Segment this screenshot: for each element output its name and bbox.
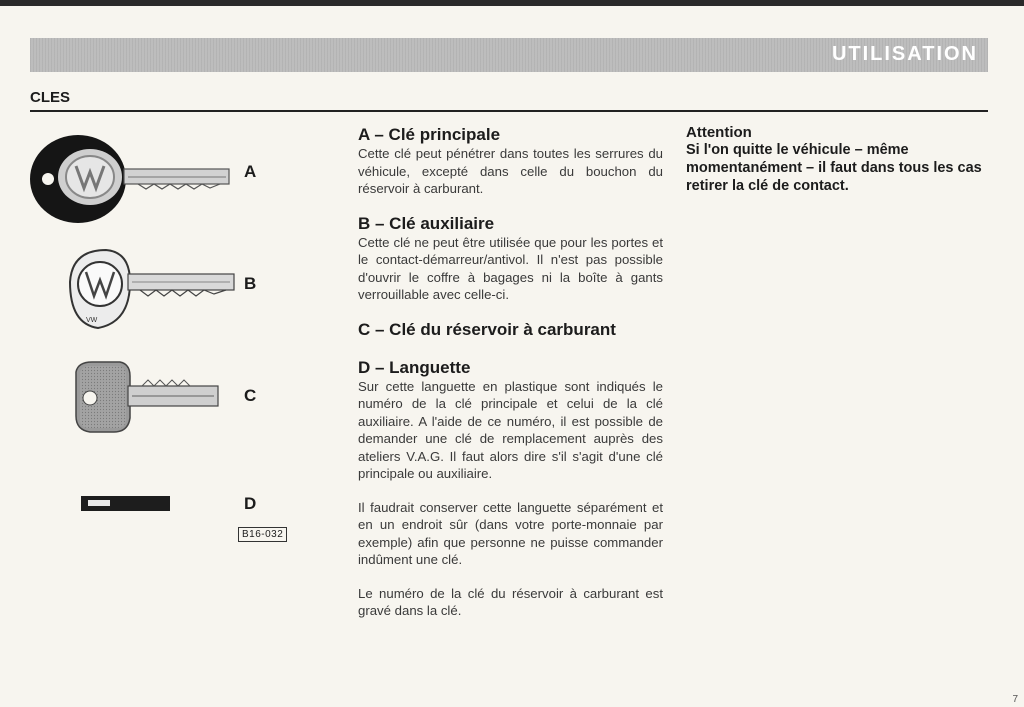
main-text-column: [358, 125, 663, 620]
key-label-c: C: [244, 386, 257, 405]
attention-text: Si l'on quitte le véhicule – même momentanément – il faut dans tous les cas retirer la clé de contact.: [686, 142, 982, 194]
fuel-tank-key-icon: [72, 360, 227, 445]
attention-heading: Attention: [686, 124, 752, 141]
auxiliary-key-icon: [66, 246, 241, 339]
text-d-3: Le numéro de la clé du réservoir à carburant est gravé dans la clé.: [358, 585, 663, 618]
heading-c: C – Clé du réservoir à carburant: [358, 319, 616, 339]
header-bar: [30, 38, 988, 72]
attention-note: [686, 124, 996, 195]
heading-a: A – Clé principale: [358, 125, 501, 144]
section-title: CLES: [30, 89, 71, 106]
key-label-d: D: [244, 494, 257, 513]
section-divider: [30, 110, 988, 112]
figure-reference: B16-032: [238, 527, 287, 542]
heading-d: D – Languette: [358, 357, 471, 377]
svg-text:VW: VW: [86, 317, 98, 324]
header-title: UTILISATION: [831, 43, 978, 65]
key-label-a: A: [244, 162, 257, 181]
text-d: Sur cette languette en plastique sont indiqués le numéro de la clé principale et celui de la clé auxiliaire. A l'aide de ce numéro, il est possible de demander une clé de remplacement auprès des ateliers V.A.G. Il faut alors dire s'il s'agit d'une clé principale ou auxiliaire.: [358, 378, 663, 481]
main-key-icon: [28, 132, 238, 232]
page-number: 7: [1012, 694, 1018, 705]
text-a: Cette clé peut pénétrer dans toutes les serrures du véhicule, excepté dans celle du bouchon du réservoir à carburant.: [358, 146, 663, 196]
top-edge: [0, 0, 1024, 6]
text-d-2: Il faudrait conserver cette languette séparément et en un endroit sûr (dans votre porte-monnaie par exemple) afin que personne ne puisse commander indûment une clé.: [358, 499, 663, 567]
key-label-b: B: [244, 274, 257, 293]
tag-icon: [80, 494, 172, 519]
text-b: Cette clé ne peut être utilisée que pour les portes et le contact-démarreur/antivol. Il n'est pas possible d'ouvrir le coffre à bagages ni la boîte à gants verrouillable avec celle-ci.: [358, 234, 663, 302]
heading-b: B – Clé auxiliaire: [358, 213, 495, 233]
